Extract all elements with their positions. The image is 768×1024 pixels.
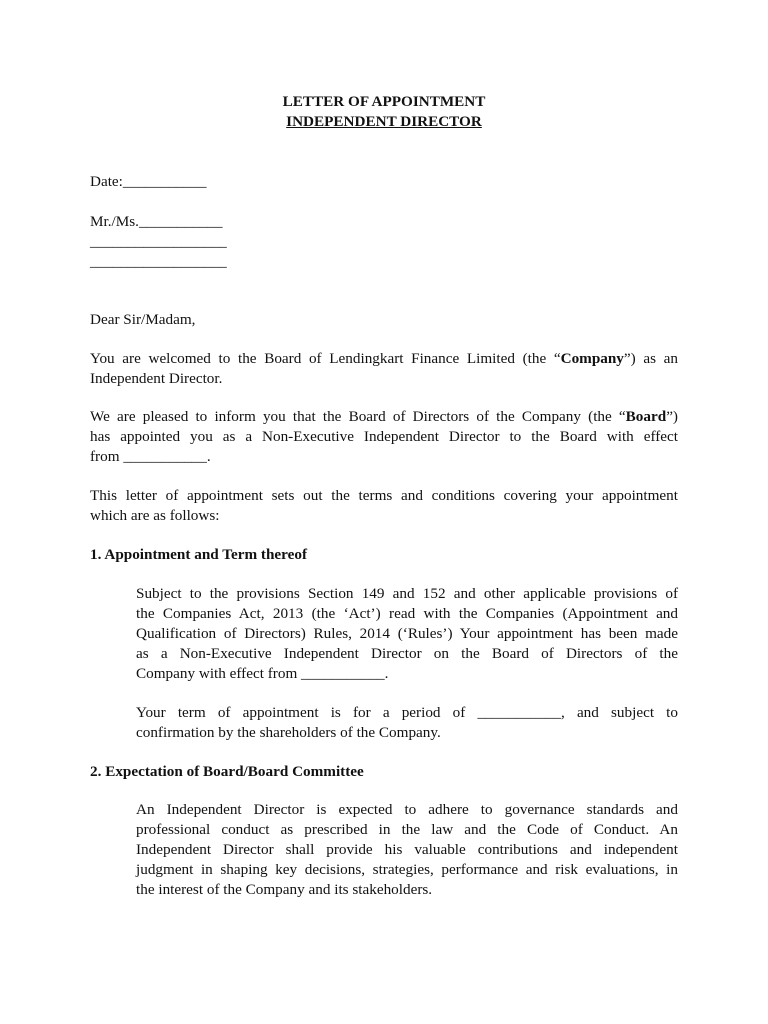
section1-p1-line-2: the Companies Act, 2013 (the ‘Act’) read with the Companies (Appointment and [136, 605, 678, 622]
section1-p1-line-3: Qualification of Directors) Rules, 2014 (‘Rules’) Your appointment has been made [136, 625, 678, 642]
para2-line-1: We are pleased to inform you that the Board of Directors of the Company (the “Board”) [90, 408, 678, 425]
para3-line-2: which are as follows: [90, 507, 220, 524]
salutation: Dear Sir/Madam, [90, 311, 196, 328]
section1-heading: 1. Appointment and Term thereof [90, 546, 307, 563]
title-line-2: INDEPENDENT DIRECTOR [286, 113, 482, 130]
para2-line-2: has appointed you as a Non-Executive Independent Director to the Board with effect [90, 428, 678, 445]
section1-p2-line-2: confirmation by the shareholders of the Company. [136, 724, 441, 741]
title-line-1: LETTER OF APPOINTMENT [282, 93, 486, 110]
section2-p1-line-4: judgment in shaping key decisions, strategies, performance and risk evaluations, in [136, 861, 678, 878]
para1-line-2: Independent Director. [90, 370, 223, 387]
section1-p1-line-4: as a Non-Executive Independent Director on the Board of Directors of the [136, 645, 678, 662]
address-line-2: __________________ [90, 253, 227, 270]
section2-p1-line-1: An Independent Director is expected to adhere to governance standards and [136, 801, 678, 818]
para3-line-1: This letter of appointment sets out the terms and conditions covering your appointment [90, 487, 678, 504]
section2-p1-line-2: professional conduct as prescribed in the law and the Code of Conduct. An [136, 821, 678, 838]
para1-line-1: You are welcomed to the Board of Lendingkart Finance Limited (the “Company”) as an [90, 350, 678, 367]
section1-p1-line-5: Company with effect from ___________. [136, 665, 389, 682]
date-field: Date:___________ [90, 173, 207, 190]
address-line-1: __________________ [90, 233, 227, 250]
section2-p1-line-5: the interest of the Company and its stakeholders. [136, 881, 433, 898]
section2-heading: 2. Expectation of Board/Board Committee [90, 763, 364, 780]
section1-p1-line-1: Subject to the provisions Section 149 and 152 and other applicable provisions of [136, 585, 678, 602]
para2-line-3: from ___________. [90, 448, 211, 465]
section1-p2-line-1: Your term of appointment is for a period of ___________, and subject to [136, 704, 678, 721]
addressee-name-field: Mr./Ms.___________ [90, 213, 223, 230]
section2-p1-line-3: Independent Director shall provide his valuable contributions and independent [136, 841, 678, 858]
